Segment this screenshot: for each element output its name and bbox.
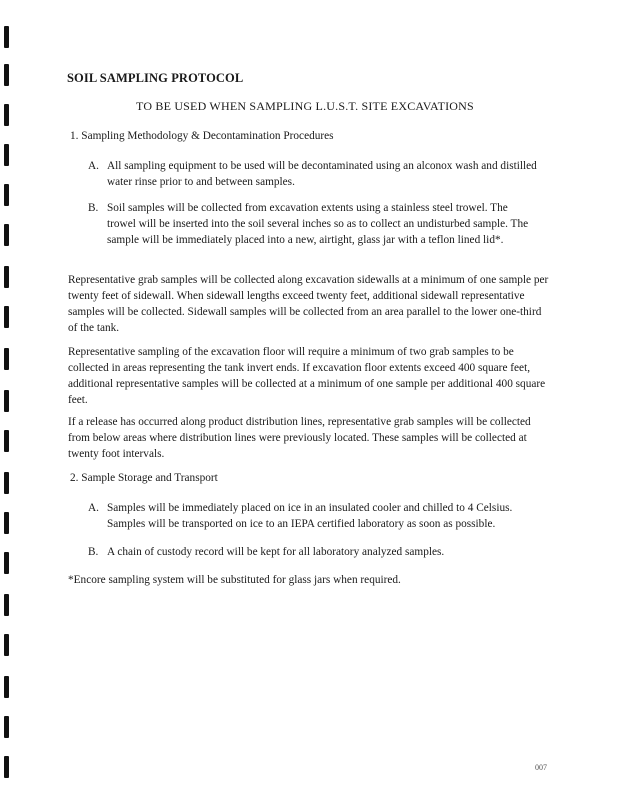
paragraph-floor-sampling: Representative sampling of the excavation floor will require a minimum of two grab samples to be collected in areas representing the tank invert ends. If excavation floor extents exceed 400 square feet, additional representative samples will be collected at a minimum of one sample per additional 400 square feet. [68, 346, 546, 406]
section-2-item-a [88, 500, 538, 532]
item-text: Samples will be immediately placed on ice in an insulated cooler and chilled to 4 Celsius. Samples will be transported on ice to an IEPA certified laboratory as soon as possible. [107, 502, 513, 530]
document-title: SOIL SAMPLING PROTOCOL [67, 71, 244, 85]
item-text: Soil samples will be collected from excavation extents using a stainless steel trowel. The trowel will be inserted into the soil several inches so as to collect an undisturbed sample. The sample will be immediately placed into a new, airtight, glass jar with a teflon lined lid*. [107, 202, 529, 246]
section-1-item-b [88, 200, 538, 248]
item-letter: B. [88, 202, 99, 214]
page-number: 007 [535, 763, 547, 772]
section-1-heading: 1. Sampling Methodology & Decontamination Procedures [70, 130, 334, 142]
section-1-item-a [88, 158, 538, 190]
paragraph-sidewall-sampling: Representative grab samples will be collected along excavation sidewalls at a minimum of one sample per twenty feet of sidewall. When sidewall lengths exceed twenty feet, additional sidewall representative samples will be collected. Sidewall samples will be collected from an area parallel to the lower one-third of the tank. [68, 274, 549, 334]
section-2-heading: 2. Sample Storage and Transport [70, 472, 218, 484]
item-text: All sampling equipment to be used will be decontaminated using an alconox wash and distilled water rinse prior to and between samples. [107, 160, 537, 188]
footnote: *Encore sampling system will be substituted for glass jars when required. [68, 574, 401, 586]
item-letter: B. [88, 546, 99, 558]
document-subtitle: TO BE USED WHEN SAMPLING L.U.S.T. SITE EXCAVATIONS [136, 99, 474, 113]
item-text: A chain of custody record will be kept for all laboratory analyzed samples. [107, 546, 445, 558]
paragraph-distribution-lines: If a release has occurred along product distribution lines, representative grab samples will be collected from below areas where distribution lines were previously located. These samples will be collected at twenty foot intervals. [68, 416, 531, 460]
item-letter: A. [88, 502, 99, 514]
item-letter: A. [88, 160, 99, 172]
section-2-item-b [88, 544, 538, 560]
